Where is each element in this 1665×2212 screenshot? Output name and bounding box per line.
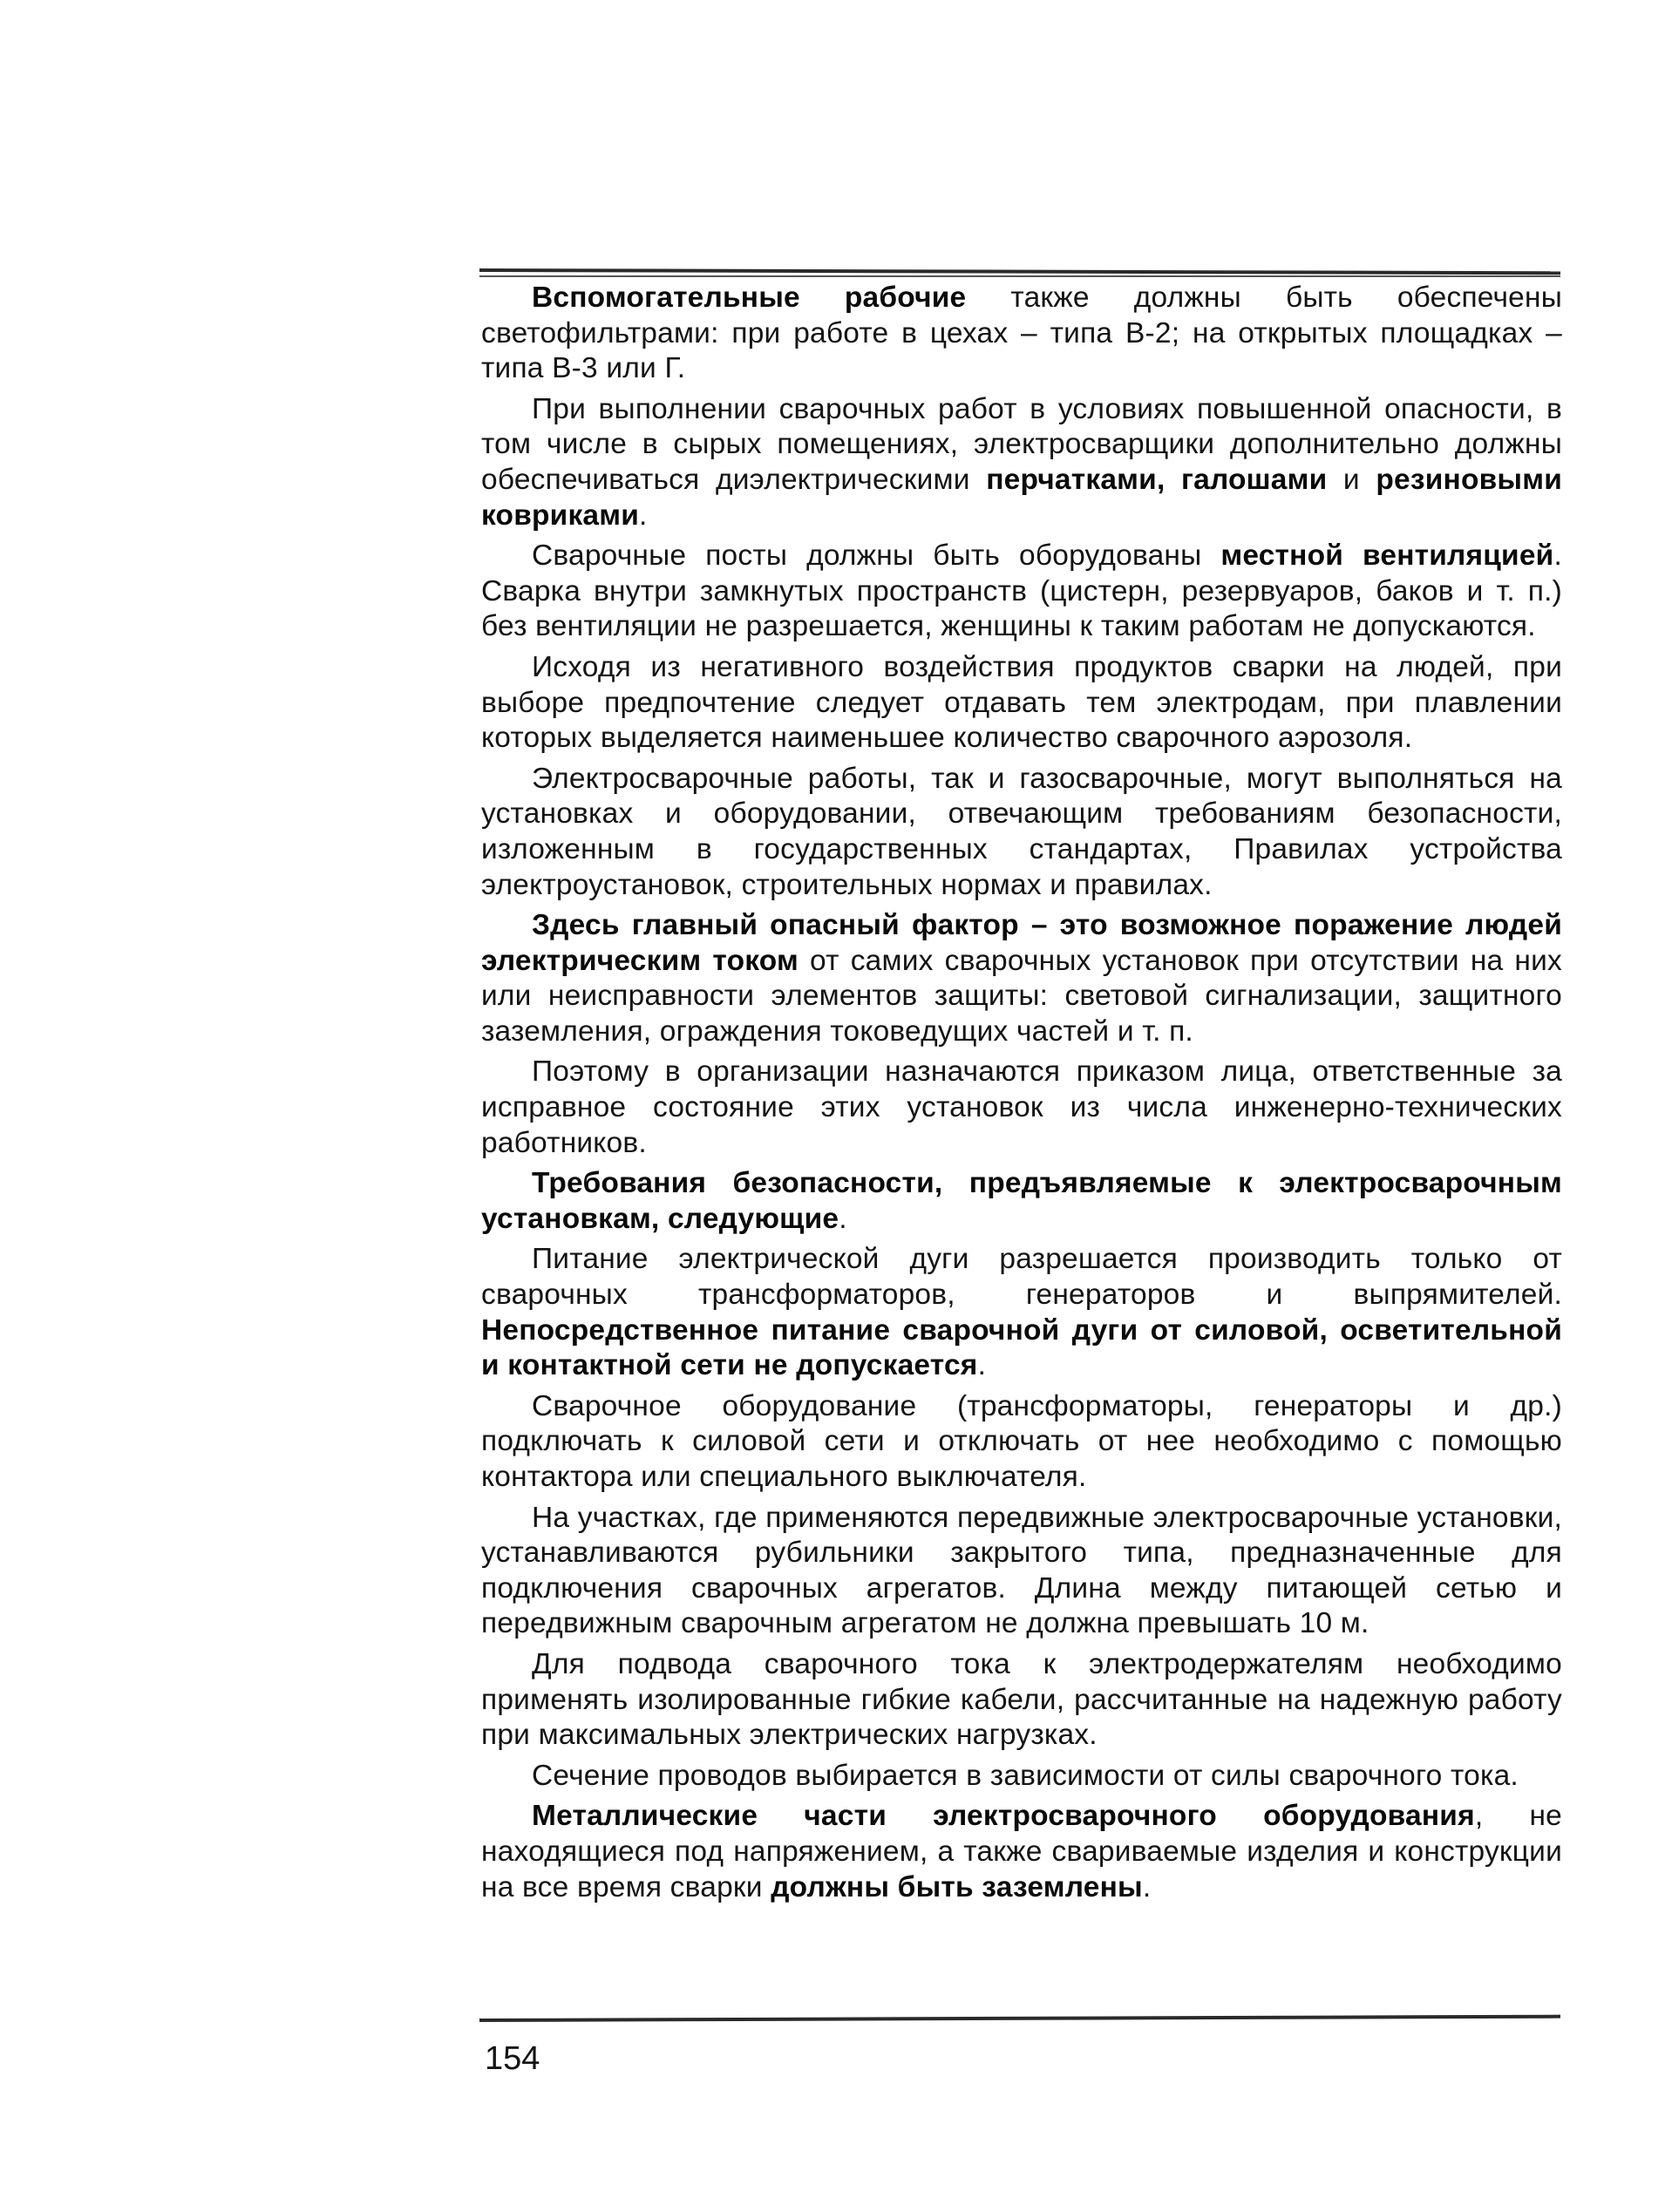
bold-text-run: Требования безопасности, предъявляемые к электросварочным установкам, следующие	[481, 1167, 1562, 1235]
text-run: Электросварочные работы, так и газосварочные, могут выполняться на установках и оборудовании, отвечающим требованиям безопасности, изложенным в государственных стандартах, Правилах устройства электроустановок, строительных нормах и правилах.	[481, 762, 1562, 901]
top-rule-thin	[479, 275, 1560, 277]
bold-text-run: местной вентиляцией	[1220, 539, 1554, 573]
paragraph	[481, 908, 1562, 1049]
paragraph	[481, 1799, 1562, 1905]
bold-text-run: перчатками, галошами	[986, 463, 1328, 496]
paragraph	[481, 539, 1562, 645]
text-run: .	[839, 1202, 847, 1235]
paragraph	[481, 281, 1562, 387]
text-run: Сварочные посты должны быть оборудованы	[532, 539, 1221, 573]
paragraph	[481, 1055, 1562, 1161]
paragraph	[481, 1501, 1562, 1642]
text-run: Исходя из негативного воздействия продуктов сварки на людей, при выборе предпочтение следует отдавать тем электродам, при плавлении которых выделяется наименьшее количество сварочного аэрозоля.	[481, 650, 1562, 755]
text-run: Сварочное оборудование (трансформаторы, генераторы и др.) подключать к силовой сети и отключать от нее необходимо с помощью контактора или специального выключателя.	[481, 1389, 1562, 1493]
bold-text-run: Металлические части электросварочного оборудования	[532, 1800, 1475, 1833]
text-run: и	[1327, 463, 1376, 496]
paragraph	[481, 1166, 1562, 1237]
paragraph	[481, 1389, 1562, 1496]
bottom-rule	[479, 2015, 1560, 2022]
bold-text-run: резиновыми ковриками	[481, 463, 1563, 532]
text-run: На участках, где применяются передвижные электросварочные установки, устанавливаются рубильники закрытого типа, предназначенные для подключения сварочных агрегатов. Длина между питающей сетью и передвижным сварочным агрегатом не должна превышать 10 м.	[481, 1501, 1562, 1640]
top-rule	[479, 268, 1560, 275]
bold-text-run: Вспомогательные рабочие	[532, 282, 967, 314]
text-run: .	[639, 499, 648, 532]
paragraph	[481, 392, 1562, 533]
text-run: , не находящиеся под напряжением, а также свариваемые изделия и конструкции на все время сварки	[481, 1800, 1563, 1903]
text-run: .	[1142, 1870, 1152, 1903]
paragraph	[481, 650, 1562, 757]
paragraph	[481, 1647, 1562, 1754]
text-run: Питание электрической дуги разрешается производить только от сварочных трансформаторов, генераторов и выпрямителей.	[481, 1243, 1562, 1312]
text-run: Поэтому в организации назначаются приказом лица, ответственные за исправное состояние этих установок из числа инженерно-технических работников.	[481, 1055, 1562, 1159]
text-run: . Сварка внутри замкнутых пространств (цистерн, резервуаров, баков и т. п.) без вентиляции не разрешается, женщины к таким работам не допускаются.	[481, 539, 1562, 643]
paragraph	[481, 762, 1562, 903]
text-run: Сечение проводов выбирается в зависимости от силы сварочного тока.	[532, 1759, 1519, 1792]
bold-text-run: должны быть заземлены	[771, 1870, 1143, 1903]
text-run: При выполнении сварочных работ в условиях повышенной опасности, в том числе в сырых помещениях, электросварщики дополнительно должны обеспечиваться диэлектрическими	[481, 392, 1562, 496]
bold-text-run: Непосредственное питание сварочной дуги от силовой, осветительной и контактной сети не допускается	[481, 1313, 1562, 1382]
text-run: .	[977, 1349, 987, 1382]
page-body-text	[481, 281, 1562, 1910]
paragraph	[481, 1242, 1562, 1383]
text-run: также должны быть обеспечены светофильтрами: при работе в цехах – типа В-2; на открытых площадках – типа В-3 или Г.	[481, 282, 1562, 385]
paragraph	[481, 1759, 1562, 1795]
text-run: Для подвода сварочного тока к электродержателям необходимо применять изолированные гибкие кабели, рассчитанные на надежную работу при максимальных электрических нагрузках.	[481, 1647, 1562, 1752]
text-run: от самих сварочных установок при отсутствии на них или неисправности элементов защиты: световой сигнализации, защитного заземления, ограждения токоведущих частей и т. п.	[481, 944, 1562, 1048]
bold-text-run: Здесь главный опасный фактор – это возможное поражение людей электрическим током	[481, 909, 1562, 977]
page-number: 154	[485, 2040, 540, 2077]
